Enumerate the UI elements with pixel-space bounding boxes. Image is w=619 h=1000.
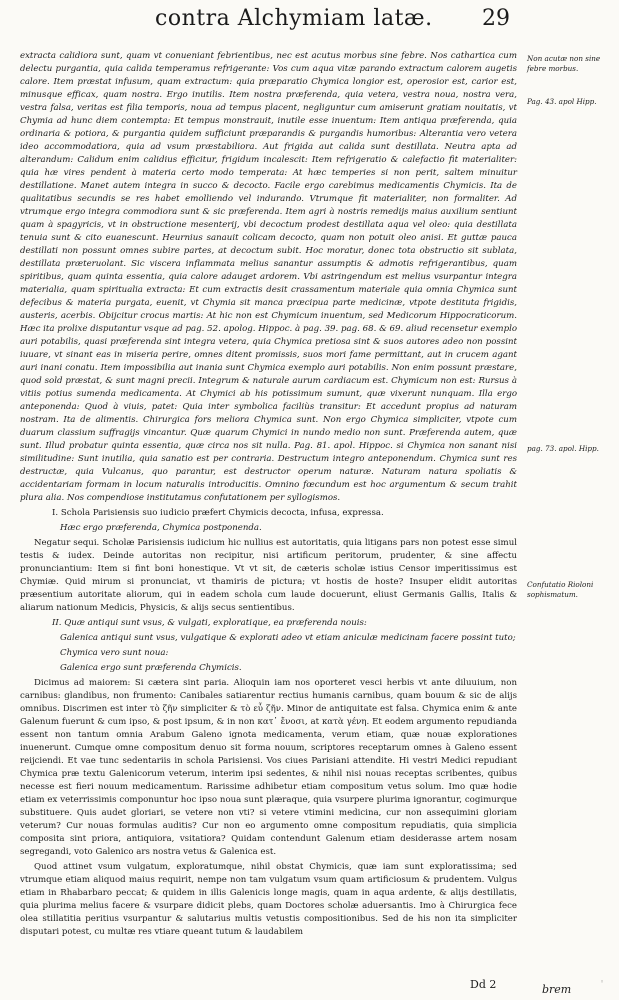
running-head	[0, 6, 619, 46]
margin-note-text: pag. 73. apol. Hipp.	[527, 444, 599, 453]
paragraph: extracta calidiora sunt, quam vt conueniant febrientibus, nec est acutus morbus sine febre. Nos cathartica cum delectu purgantia, quia calida temperamus refrigerante: Vos cum aqua vitæ parando extractum calorem augetis calore. Item præstat infusum, quam extractum: quia præparatio Chymica longior est, operosior est, carior est, minusque efficax, quam nostra. Ergo inutilis. Item nostra præferenda, quia vetera, vestra noua, nostra vera, vestra falsa, veritas est filia temporis, noua ad tempus placent, negliguntur cum amiserunt gratiam nouitatis, vt Chymia ad hunc diem contempta: Et tempus monstrauit, inutile esse inuentum: Item antiqua præferenda, quia ordinaria & potiora, & purgantia quidem sufficiunt præparandis & purgandis humoribus: Alterantia vero vetera ideo accommodatiora, quia ad vsum præstabiliora. Aut frigida aut calida sunt destillata. Neutra apta ad alterandum: Calidum enim calidius efficitur, frigidum incalescit: Item refrigeratio & calefactio fit materialiter: quia hæ vires pendent à materia certo modo temperata: At hæc temperies si non perit, saltem minuitur destillatione. Manet autem integra in succo & decocto. Facile ergo carebimus medicamentis Chymicis. Ita de qualitatibus secundis se res habet emolliendo vel indurando. Vtrumque fit materialiter, non formaliter. Ad vtrumque ergo integra commodiora sunt & sic præferenda. Item agri à nostris remedijs maius auxilium sentiunt quam à spagyricis, vt in obstructione mesenterij, vbi decoctum prodest destillata aqua vel oleo: quia destillata tenuia sunt & cito euanescunt. Heurnius sanauit colicam decocto, quam non potuit oleo anisi. Et guttæ pauca destillati non possunt omnes subire partes, at decoctum subit. Hoc moratur, donec tota obstructio sit sublata, destillata præteruolant. Sic viscera inflammata melius sanantur assumptis & admotis refrigerantibus, quam spiritibus, quam quinta essentia, quia calore adauget ardorem. Vbi astringendum est melius vsurpantur integra materialia, quam spiritualia extracta: Et cum extractis desit crassamentum materiale quia omnia Chymica sunt defecibus & materia purgata, euenit, vt Chymia sit manca præcipua parte medicinæ, vtpote destituta frigidis, austeris, acerbis. Obijcitur crocus martis: At hic non est Chymicum inuentum, sed Medicorum Hippocraticorum. Hæc ita prolixe disputantur vsque ad pag. 52. apolog. Hippoc. à pag. 39. pag. 68. & 69. aliud recensetur exemplo auri potabilis, quasi præferenda sint integra vetera, quia Chymica pretiosa sint & suos autores adeo non possint iuuare, vt sinant eas in miseria perire, omnes ditent promissis, suos mori fame permittant, aut in crucem agant auri inani conatu. Item impossibilia aut inania sunt Chymica exemplo auri potabilis. Non enim possunt præstare, quod sold præstat, & sunt magni precii. Integrum & naturale aurum cardiacum est. Chymicum non est: Rursus à vitiis potius sumenda medicamenta. At Chymici ab his potissimum sumunt, quæ vixerunt nunquam. Illa ergo anteponenda: Quod à viuis, patet: Quia inter symbolica faciliùs transitur: Et accedunt propius ad naturam nostram. Ita de alimentis. Chirurgica fors meliora Chymica sunt. Non ergo Chymica simpliciter, vtpote cum duarum classium suffragijs vincantur. Quæ quarum Chymici in nundo medio non sunt. Præferenda autem, quæ sunt. Illud probatur quinta essentia, quæ circa nos sit nulla. Pag. 81. apol. Hippoc. si Chymica non sanant nisi similitudine: Sunt inutilia, quia sanatio est per contraria. Destructum integro anteponendum. Chymica sunt res destructæ, quia Vulcanus, quo parantur, est destructor operum naturæ. Naturam natura spoliatis & accidentariam formam in locum naturalis introducitis. Omnino fœcundum est hoc argumentum & secum trahit plura alia. Nos compendiose institutamus confutationem per syllogismos.	[20, 51, 517, 503]
margin-note-1	[527, 54, 615, 74]
thesis-major: I. Schola Parisiensis suo iudicio præfert Chymicis decocta, infusa, expressa.	[52, 508, 384, 518]
thesis-minor: Chymica vero sunt noua:	[60, 648, 169, 658]
page-title: contra Alchymiam latæ.	[155, 6, 433, 31]
catchword: brem	[542, 983, 572, 996]
margin-note-text: Non acutæ non sine febre morbus.	[527, 54, 601, 73]
signature-mark: Dd 2	[470, 978, 497, 991]
paragraph: Quod attinet vsum vulgatum, exploratumque, nihil obstat Chymicis, quæ iam sunt exploratissima; sed vtrumque etiam aliquod maius requirit, nempe non tam vulgatum vsum quam artificiosum & prudentem. Vulgus etiam in Rhabarbaro peccat; & quidem in illis Galenicis longe magis, quam in aqua ardente, & alijs destillatis, quia plurima melius facere & vsurpare didicit plebs, quam Doctores scholæ aduersantis. Imo à Chirurgica fece olea stillatitia peritius vsurpantur & salutarius multis vetustis compositionibus. Sed de his non ita simpliciter disputari potest, cu multæ res vtiare queant tutum & laudabilem	[20, 862, 517, 937]
corner-mark-icon: ◦	[600, 978, 605, 986]
paragraph: Dicimus ad maiorem: Si cætera sint paria. Alioquin iam nos oporteret vesci herbis vt ante diluuium, non carnibus: glandibus, non frumento: Canibales satiarentur rectius humanis carnibus, quam bouum & sic de alijs omnibus. Discrimen est inter τὸ ζῆν simpliciter & τὸ εὖ ζῆν. Minor de antiquitate est falsa. Chymica enim & ante Galenum fuerunt & cum ipso, & post ipsum, & in non κατ᾽ ἔνοσι, at κατὰ γένη. Et eodem argumento repudianda essent non tantum omnia Arabum Galeno ignota medicamenta, verum etiam, quæ nouæ explorationes inuenerunt. Cumque omne compositum denuo sit forma nouum, scriptores receptarum omnes à Galeno essent reijciendi. Et vae tunc sedentariis in schola Parisiensi. Vos ciues Parisiani attendite. Hi vestri Medici repudiant Chymica præ textu Galenicorum veterum, interim ipsi sedentes, & nihil nisi nouas receptas scribentes, quibus necesse est fieri nouum medicamentum. Rarissime adhibetur etiam compositum vetus solum. Imo quæ hodie etiam ex veterrissimis componuntur hoc ipso noua sunt plæraque, quia vsurpere plurima ignorantur, cogimurque substituere. Quis audet gloriari, se vetere non vti? si vetere vtimini medicina, cur non assequimini gloriam veterum? Cur nouas formulas auditis? Cur non eo argumento omne compositum repudiatis, quia simplicia composita sint priora, antiquiora, vsitatiora? Quidam contendunt Galenum etiam desiderasse artem nosam segregandi, voto Galenico ars nostra vetus & Galenica est.	[20, 678, 517, 857]
thesis-major: II. Quæ antiqui sunt vsus, & vulgati, exploratique, ea præferenda nouis:	[52, 618, 367, 628]
main-text	[20, 50, 517, 941]
thesis-conclusion: Galenica ergo sunt præferenda Chymicis.	[60, 663, 242, 673]
margin-note-text: Confutatio Rioloni sophismatum.	[527, 580, 594, 599]
paragraph: Negatur sequi. Scholæ Parisiensis iudicium hic nullius est autoritatis, quia litigans pars non potest esse simul testis & iudex. Deinde autoritas non recipitur, nisi artificum peritorum, prudenter, & sine affectu pronunciantium: Item si fint boni honestique. Vt vt sit, de cæteris scholæ istius Censor imperitissimus est Chymiæ. Quid mirum si pronunciat, vt thamiris de pictura; vt hostis de hoste? Insuper elidit autoritas præsentium autoritate aliorum, qui in eadem schola cum laude docuerunt, eliust Germanis Gallis, Italis & aliarum nationum Medicis, Physicis, & alijs secus sentientibus.	[20, 538, 517, 613]
page-number: 29	[482, 6, 510, 31]
thesis-minor: Galenica antiqui sunt vsus, vulgatique & explorati adeo vt etiam aniculæ medicinam facere possint tuto;	[60, 633, 516, 643]
margin-note-2	[527, 97, 615, 107]
margin-note-3	[527, 444, 615, 454]
thesis-conclusion: Hæc ergo præferenda, Chymica postponenda.	[60, 523, 262, 533]
margin-note-4	[527, 580, 615, 600]
margin-note-text: Pag. 43. apol Hipp.	[527, 97, 597, 106]
